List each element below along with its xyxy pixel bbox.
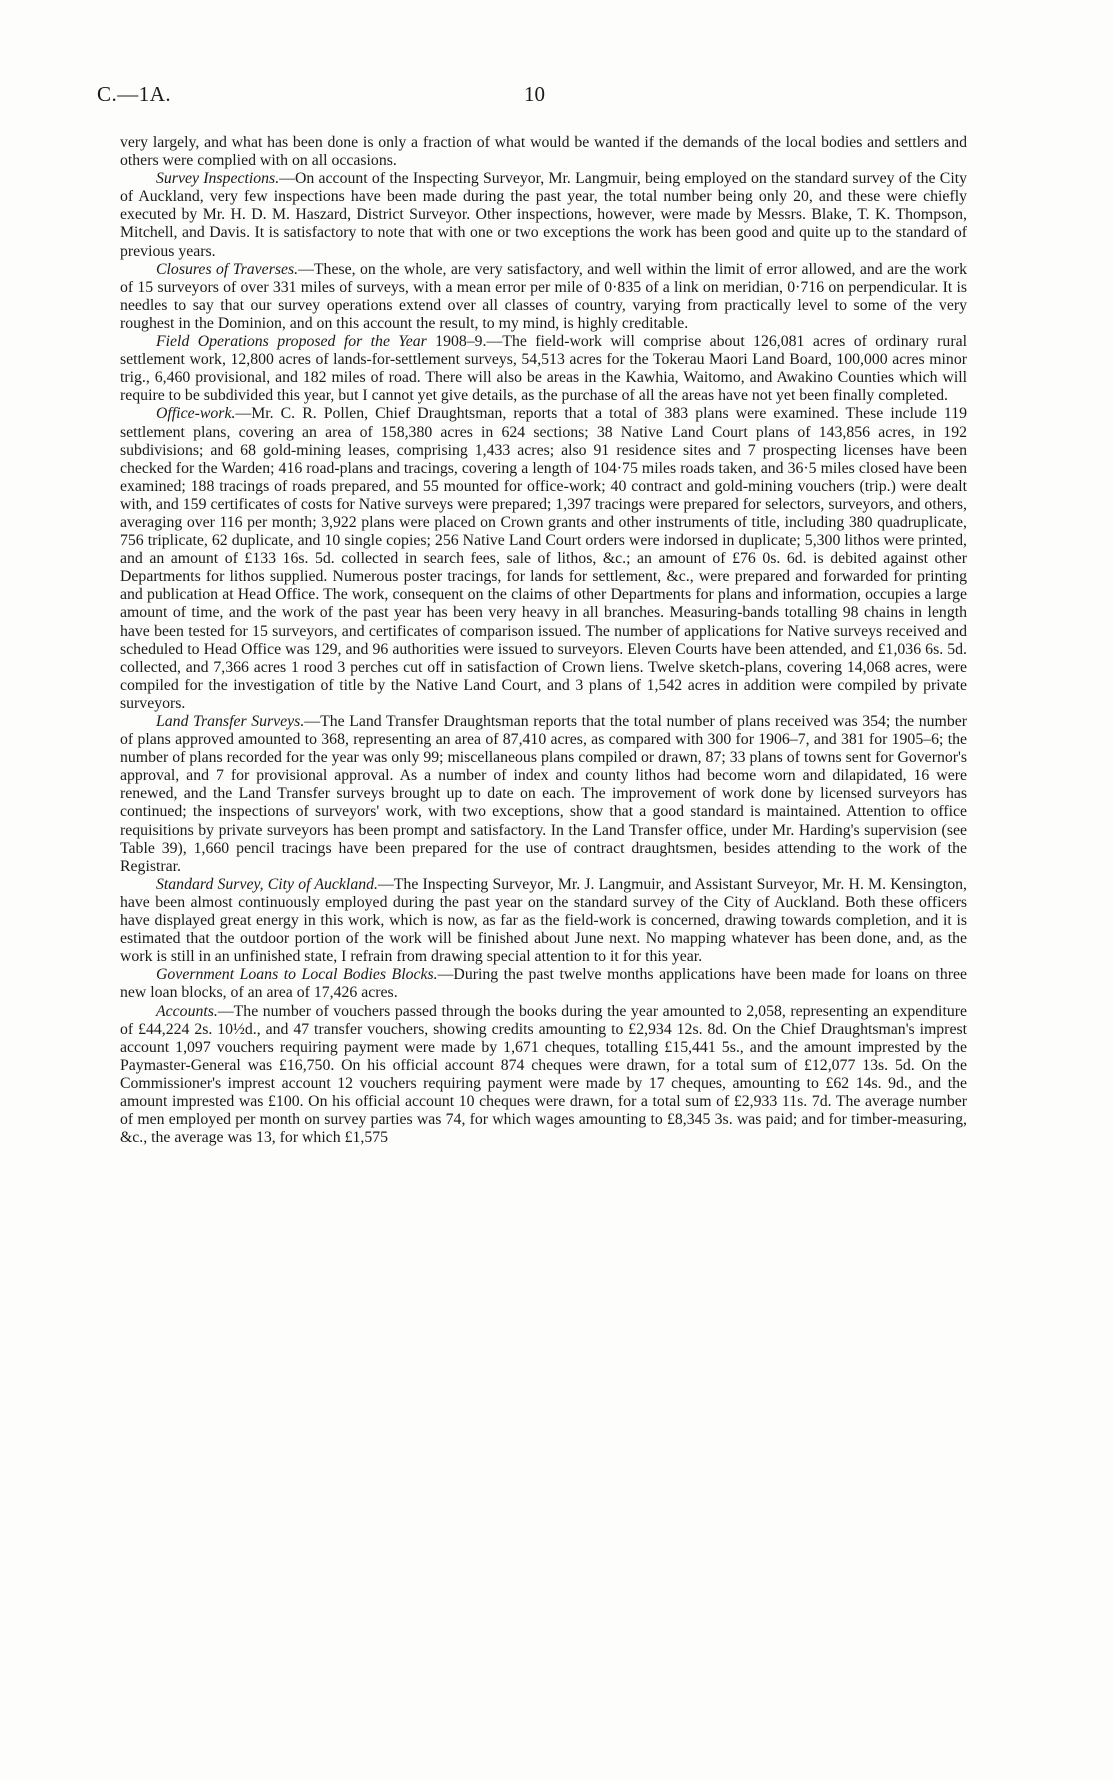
paragraph-field-operations <box>120 333 967 405</box>
section-heading: Land Transfer Surveys. <box>156 713 305 730</box>
paragraph-survey-inspections <box>120 170 967 260</box>
section-heading: Field Operations proposed for the Year <box>156 333 427 351</box>
paragraph-government-loans <box>120 966 967 1002</box>
report-code: C.—1A. <box>97 82 172 106</box>
page-number: 10 <box>524 82 545 106</box>
paragraph-land-transfer-surveys <box>120 713 967 876</box>
paragraph-office-work <box>120 405 967 713</box>
paragraph-text: —The Inspecting Surveyor, Mr. J. Langmuir, and Assistant Surveyor, Mr. H. M. Kensington, have been almost continuously employed during the past year on the standard survey of the City of Auckland. Both these officers have displayed great energy in this work, which is now, as far as the field-work is concerned, drawing towards completion, and it is estimated that the outdoor portion of the work will be finished about June next. No mapping whatever has been done, and, as the work is still in an unfinished state, I refrain from drawing special attention to it for this year. <box>120 875 967 966</box>
paragraph-text: —The Land Transfer Draughtsman reports that the total number of plans received was 354; the number of plans approved amounted to 368, representing an area of 87,410 acres, as compared with 300 for 1906–7, and 381 for 1905–6; the number of plans recorded for the year was only 99; miscellaneous plans compiled or drawn, 87; 33 plans of towns sent for Governor's approval, and 7 for provisional approval. As a number of index and county lithos had become worn and dilapidated, 16 were renewed, and the Land Transfer surveys brought up to date on each. The improvement of work done by licensed surveyors has continued; the inspections of surveyors' work, with two exceptions, show that a good standard is maintained. Attention to office requisitions by private surveyors has been prompt and satisfactory. In the Land Transfer office, under Mr. Harding's supervision (see Table 39), 1,660 pencil tracings have been prepared for the use of contract draughtsmen, besides attending to the work of the Registrar. <box>120 713 967 875</box>
section-heading: Closures of Traverses. <box>156 260 299 278</box>
paragraph-standard-survey <box>120 876 967 966</box>
paragraph-text: 1908–9.—The field-work will comprise about 126,081 acres of ordinary rural settlement work, 12,800 acres of lands-for-settlement surveys, 54,513 acres for the Tokerau Maori Land Board, 100,000 acres minor trig., 6,460 provisional, and 182 miles of road. There will also be areas in the Kawhia, Waitomo, and Awakino Counties which will require to be subdivided this year, but I cannot yet give details, as the purchase of all the areas have not yet been finally completed. <box>120 333 967 405</box>
paragraph-text: —During the past twelve months applications have been made for loans on three new loan blocks, of an area of 17,426 acres. <box>120 966 968 1002</box>
paragraph-text: —These, on the whole, are very satisfactory, and well within the limit of error allowed, and are the work of 15 surveyors of over 331 miles of surveys, with a mean error per mile of 0·835 of a link on meridian, 0·716 on perpendicular. It is needles to say that our survey operations extend over all classes of country, varying from practically level to some of the very roughest in the Dominion, and on this account the result, to my mind, is highly creditable. <box>120 260 968 332</box>
paragraph-continuation <box>120 134 967 170</box>
section-heading: Standard Survey, City of Auckland. <box>156 875 378 893</box>
section-heading: Office-work. <box>156 405 236 423</box>
section-heading: Survey Inspections. <box>156 170 280 188</box>
paragraph-text: very largely, and what has been done is only a fraction of what would be wanted if the demands of the local bodies and settlers and others were complied with on all occasions. <box>120 134 967 170</box>
section-heading: Government Loans to Local Bodies Blocks. <box>156 966 438 984</box>
paragraph-text: —The number of vouchers passed through the books during the year amounted to 2,058, representing an expenditure of £44,224 2s. 10½d., and 47 transfer vouchers, showing credits amounting to £2,934 12s. 8d. On the Chief Draughtsman's imprest account 1,097 vouchers requiring payment were made by 1,671 cheques, totalling £15,441 5s., and the amount imprested by the Paymaster-General was £16,750. On his official account 874 cheques were drawn, for a total sum of £12,077 13s. 5d. On the Commissioner's imprest account 12 vouchers requiring payment were made by 17 cheques, amounting to £62 14s. 9d., and the amount imprested was £100. On his official account 10 cheques were drawn, for a total sum of £2,933 11s. 7d. The average number of men employed per month on survey parties was 74, for which wages amounting to £8,345 3s. was paid; and for timber-measuring, &c., the average was 13, for which £1,575 <box>120 1002 967 1147</box>
body-text <box>120 134 967 1147</box>
paragraph-text: —On account of the Inspecting Surveyor, Mr. Langmuir, being employed on the standard survey of the City of Auckland, very few inspections have been made during the past year, the total number being only 20, and these were chiefly executed by Mr. H. D. M. Haszard, District Surveyor. Other inspections, however, were made by Messrs. Blake, T. K. Thompson, Mitchell, and Davis. It is satisfactory to note that with one or two exceptions the work has been good and quite up to the standard of previous years. <box>120 170 967 260</box>
section-heading: Accounts. <box>156 1002 218 1020</box>
paragraph-accounts <box>120 1003 967 1148</box>
paragraph-text: —Mr. C. R. Pollen, Chief Draughtsman, reports that a total of 383 plans were examined. These include 119 settlement plans, covering an area of 158,380 acres in 624 sections; 38 Native Land Court plans of 143,856 acres, in 192 subdivisions; and 68 gold-mining leases, comprising 1,433 acres; also 91 residence sites and 7 prospecting licenses have been checked for the Warden; 416 road-plans and tracings, covering a length of 104·75 miles roads taken, and 36·5 miles closed have been examined; 188 tracings of roads prepared, and 55 mounted for office-work; 40 contract and gold-mining vouchers (trip.) were dealt with, and 159 certificates of costs for Native surveys were prepared; 1,397 tracings were prepared for selectors, surveyors, and others, averaging over 116 per month; 3,922 plans were placed on Crown grants and other instruments of title, including 380 quadruplicate, 756 triplicate, 62 duplicate, and 10 single copies; 256 Native Land Court orders were indorsed in duplicate; 5,300 lithos were printed, and an amount of £133 16s. 5d. collected in search fees, sale of lithos, &c.; an amount of £76 0s. 6d. is debited against other Departments for lithos supplied. Numerous poster tracings, for lands for settlement, &c., were prepared and forwarded for printing and publication at Head Office. The work, consequent on the claims of other Departments for plans and information, occupies a large amount of time, and the work of the past year has been very heavy in all branches. Measuring-bands totalling 98 chains in length have been tested for 15 surveyors, and certificates of comparison issued. The number of applications for Native surveys received and scheduled to Head Office was 129, and 96 authorities were issued to surveyors. Eleven Courts have been attended, and £1,036 6s. 5d. collected, and 7,366 acres 1 rood 3 perches cut off in satisfaction of Crown liens. Twelve sketch-plans, covering 14,068 acres, were compiled for the investigation of title by the Native Land Court, and 3 plans of 1,542 acres in addition were compiled by private surveyors. <box>120 405 967 712</box>
page-header <box>97 82 972 110</box>
paragraph-closures-of-traverses <box>120 261 967 333</box>
